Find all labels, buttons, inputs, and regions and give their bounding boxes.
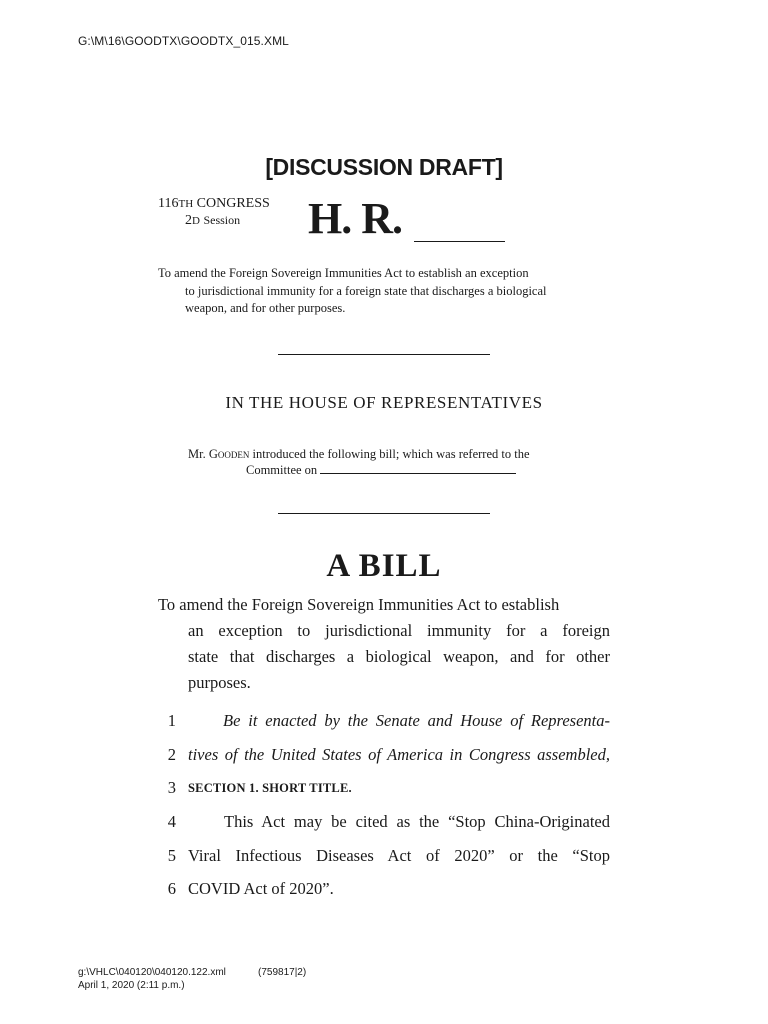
session-number: 2 (185, 213, 192, 228)
bill-number-blank-line (414, 241, 505, 242)
caption-line-3: weapon, and for other purposes. (185, 301, 346, 315)
purpose-line-1: To amend the Foreign Sovereign Immunities Act to establish (158, 595, 560, 614)
purpose-line-4: purposes. (188, 673, 251, 692)
bill-purpose (158, 592, 610, 696)
purpose-line-3: state that discharges a biological weapon, and for other (188, 647, 610, 666)
bill-caption (158, 265, 612, 318)
committee-label: Committee on (246, 463, 318, 477)
body-line-4 (158, 809, 610, 835)
sponsor-name: Gooden (208, 447, 250, 461)
caption-line-1: To amend the Foreign Sovereign Immunities Act to establish an exception (158, 266, 529, 280)
body-line-3 (158, 775, 610, 801)
congress-word: CONGRESS (196, 196, 270, 211)
section-text-line: COVID Act of 2020”. (188, 879, 334, 898)
body-line-1 (158, 708, 610, 734)
a-bill-heading: A BILL (326, 548, 442, 584)
house-heading: IN THE HOUSE OF REPRESENTATIVES (225, 393, 543, 412)
footer-date: April 1, 2020 (2:11 p.m.) (78, 980, 185, 991)
purpose-line-2: an exception to jurisdictional immunity for a foreign (188, 621, 610, 640)
committee-line (246, 462, 516, 478)
caption-line-2: to jurisdictional immunity for a foreign state that discharges a biological (185, 283, 547, 298)
congress-number-suffix: TH (178, 198, 194, 210)
line-number: 6 (167, 879, 176, 898)
section-text-line: This Act may be cited as the “Stop China-Originated (224, 812, 610, 831)
line-number: 2 (167, 745, 176, 764)
footer-version-code: (759817|2) (258, 967, 307, 978)
intro-rest: introduced the following bill; which was referred to the (252, 447, 530, 461)
file-path-header: G:\M\16\GOODTX\GOODTX_015.XML (78, 34, 289, 48)
enacting-clause-line: Be it enacted by the Senate and House of Representa- (223, 711, 610, 730)
body-line-2 (158, 742, 610, 768)
line-number: 1 (167, 711, 176, 730)
section-title: SECTION 1. SHORT TITLE. (188, 781, 352, 795)
bill-number: H. R. (308, 194, 402, 243)
session-word: Session (203, 213, 241, 227)
session-label (185, 212, 240, 229)
committee-blank-line (320, 462, 516, 474)
congress-number: 116 (158, 196, 179, 211)
enacting-clause-line: tives of the United States of America in Congress assembled, (188, 745, 610, 764)
intro-mr: Mr. (188, 447, 206, 461)
line-number: 3 (167, 778, 176, 797)
body-line-5 (158, 843, 610, 869)
divider-rule-bottom (278, 513, 490, 514)
divider-rule-top (278, 354, 490, 355)
line-number: 5 (167, 846, 176, 865)
body-line-6 (158, 876, 610, 902)
footer-file-path: g:\VHLC\040120\040120.122.xml (78, 967, 226, 978)
section-text-line: Viral Infectious Diseases Act of 2020” or the “Stop (188, 846, 610, 865)
document-footer (78, 966, 307, 992)
line-number: 4 (167, 812, 176, 831)
congress-label (158, 196, 270, 212)
discussion-draft-label: [DISCUSSION DRAFT] (265, 154, 503, 180)
introduction-line (188, 446, 530, 463)
session-suffix: D (192, 215, 200, 227)
